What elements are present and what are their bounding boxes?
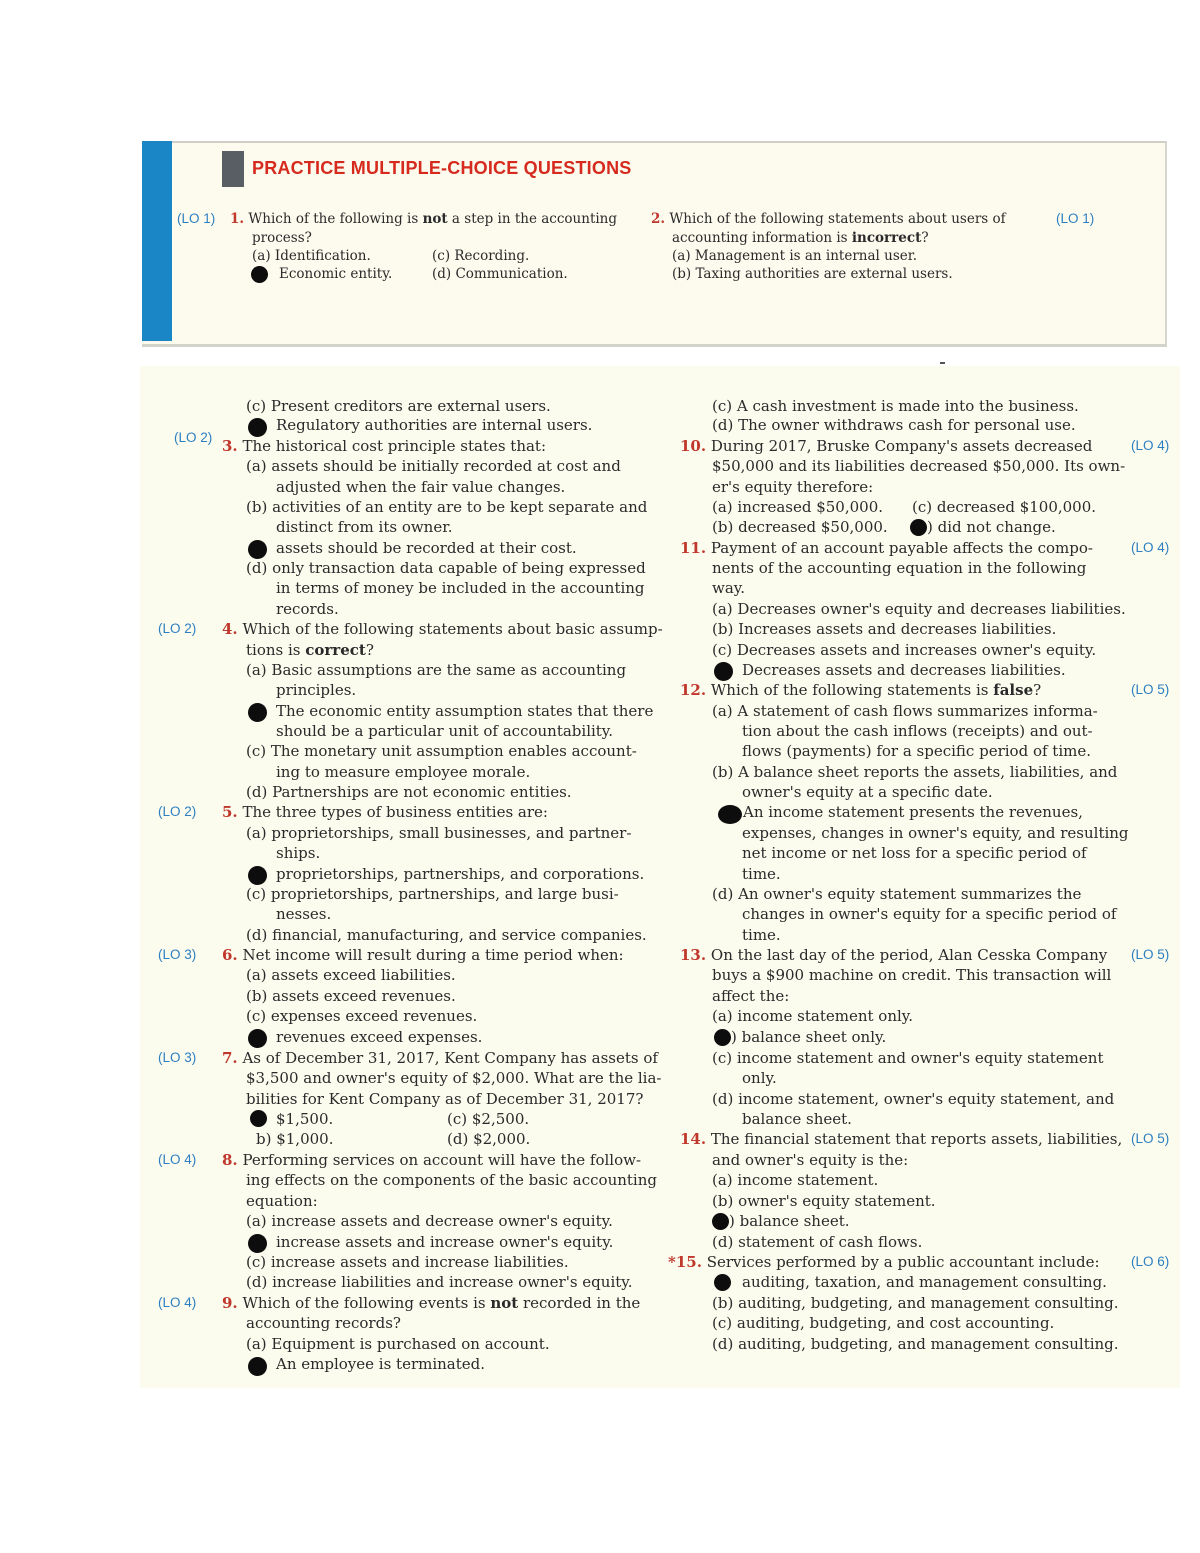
option-3a-cont: adjusted when the fair value changes. [276,478,566,496]
lo-tag-q14: (LO 5) [1131,1131,1170,1146]
option-4c-cont: ing to measure employee morale. [276,763,531,781]
option-5d: (d) financial, manufacturing, and service companies. [246,926,647,944]
option-8d: (d) increase liabilities and increase owner's equity. [246,1273,633,1291]
option-14d: (d) statement of cash flows. [712,1233,923,1251]
question-10-stem [680,436,1092,456]
option-3c: assets should be recorded at their cost. [276,539,577,557]
answer-bubble [251,266,268,283]
option-3b-cont: distinct from its owner. [276,518,453,536]
stem-text: Services performed by a public accountant include: [706,1253,1100,1271]
answer-bubble [718,805,742,824]
stem-text: The financial statement that reports assets, liabilities, [710,1130,1123,1148]
question-14-stem-line2: and owner's equity is the: [712,1151,909,1169]
option-1a: (a) Identification. [252,248,371,264]
option-15b: (b) auditing, budgeting, and management consulting. [712,1294,1119,1312]
question-1-stem-line2: process? [252,230,312,246]
question-8-stem-line2: ing effects on the components of the basic accounting [246,1171,657,1189]
question-number: 3. [222,437,238,455]
answer-bubble [248,1357,267,1376]
option-4a-cont: principles. [276,681,357,699]
answer-bubble [714,1029,731,1046]
question-9-stem-line2: accounting records? [246,1314,401,1332]
option-12c-cont3: time. [742,865,781,883]
option-10b: (b) decreased $50,000. [712,518,888,536]
question-3-stem [222,436,546,456]
question-number: 1. [230,211,245,227]
option-6d: revenues exceed expenses. [276,1028,483,1046]
stem-text: accounting information is [672,230,852,246]
option-5c: (c) proprietorships, partnerships, and large busi- [246,885,619,903]
stem-text: Which of the following events is [242,1294,491,1312]
question-number: 5. [222,803,238,821]
option-15d: (d) auditing, budgeting, and management consulting. [712,1335,1119,1353]
stem-text: Payment of an account payable affects the compo- [710,539,1093,557]
question-4-stem [222,619,663,639]
option-13c-cont: only. [742,1069,777,1087]
option-7b: b) $1,000. [256,1130,334,1148]
option-11d: Decreases assets and decreases liabilities. [742,661,1066,679]
question-7-stem-line2: $3,500 and owner's equity of $2,000. What are the lia- [246,1069,662,1087]
question-13-stem-line3: affect the: [712,987,790,1005]
question-number: 14. [680,1130,707,1148]
lo-tag-q15: (LO 6) [1131,1254,1170,1269]
option-15c: (c) auditing, budgeting, and cost accounting. [712,1314,1055,1332]
option-9d: (d) The owner withdraws cash for personal use. [712,416,1076,434]
option-5b: proprietorships, partnerships, and corporations. [276,865,645,883]
option-14c: ) balance sheet. [729,1212,850,1230]
question-number: 7. [222,1049,238,1067]
divider-mark [940,362,945,364]
question-number: 4. [222,620,238,638]
option-12b: (b) A balance sheet reports the assets, liabilities, and [712,763,1118,781]
lo-tag-q11: (LO 4) [1131,540,1170,555]
option-3d: (d) only transaction data capable of being expressed [246,559,646,577]
question-number: 2. [651,211,666,227]
stem-text: recorded in the [518,1294,641,1312]
answer-bubble [714,662,733,681]
option-5a-cont: ships. [276,844,321,862]
option-12d-cont2: time. [742,926,781,944]
answer-bubble [248,1234,267,1253]
option-1c: (c) Recording. [432,248,530,264]
option-14a: (a) income statement. [712,1171,879,1189]
lo-tag-q3: (LO 2) [174,430,213,445]
question-number: 11. [680,539,707,557]
option-3d-cont: in terms of money be included in the accounting [276,579,645,597]
question-8-stem [222,1150,641,1170]
option-2c: (c) Present creditors are external users. [246,397,551,415]
stem-emphasis: false [993,681,1034,699]
stem-text: ? [365,641,374,659]
lo-tag-q12: (LO 5) [1131,682,1170,697]
option-12a: (a) A statement of cash flows summarizes informa- [712,702,1098,720]
option-7a: $1,500. [276,1110,334,1128]
lo-tag-q13: (LO 5) [1131,947,1170,962]
stem-text: ? [921,230,929,246]
option-4d: (d) Partnerships are not economic entities. [246,783,572,801]
question-8-stem-line3: equation: [246,1192,318,1210]
question-2-stem-line2 [672,228,929,248]
question-5-stem [222,802,548,822]
option-12d-cont: changes in owner's equity for a specific period of [742,905,1117,923]
question-6-stem [222,945,624,965]
option-4a: (a) Basic assumptions are the same as accounting [246,661,627,679]
lo-tag-q2: (LO 1) [1056,211,1095,226]
stem-text: Performing services on account will have the follow- [242,1151,642,1169]
question-number: *15. [668,1253,702,1271]
option-9c: (c) A cash investment is made into the business. [712,397,1079,415]
question-15-stem [668,1252,1100,1272]
answer-bubble [250,1110,267,1127]
option-6c: (c) expenses exceed revenues. [246,1007,478,1025]
question-number: 12. [680,681,707,699]
option-12c: An income statement presents the revenues, [743,803,1083,821]
option-12a-cont: tion about the cash inflows (receipts) and out- [742,722,1093,740]
stem-text: The three types of business entities are: [242,803,548,821]
option-10c: (c) decreased $100,000. [912,498,1097,516]
stem-emphasis: not [422,211,448,227]
option-2a: (a) Management is an internal user. [672,248,917,264]
question-1-stem [230,209,617,229]
option-4b: The economic entity assumption states that there [276,702,654,720]
option-13d-cont: balance sheet. [742,1110,852,1128]
question-13-stem-line2: buys a $900 machine on credit. This transaction will [712,966,1112,984]
option-4b-cont: should be a particular unit of accountability. [276,722,614,740]
option-1b: Economic entity. [279,266,393,282]
lo-tag-q8: (LO 4) [158,1152,197,1167]
answer-bubble [910,519,927,536]
question-number: 8. [222,1151,238,1169]
stem-text: Which of the following statements about users of [669,211,1006,227]
stem-emphasis: not [490,1294,519,1312]
option-10a: (a) increased $50,000. [712,498,884,516]
answer-bubble [248,703,267,722]
option-1d: (d) Communication. [432,266,568,282]
stem-emphasis: incorrect [851,230,922,246]
lo-tag-q7: (LO 3) [158,1050,197,1065]
option-12d: (d) An owner's equity statement summarizes the [712,885,1082,903]
lo-tag-q1: (LO 1) [177,211,216,226]
option-15a: auditing, taxation, and management consulting. [742,1273,1107,1291]
option-11b: (b) Increases assets and decreases liabilities. [712,620,1057,638]
option-11c: (c) Decreases assets and increases owner's equity. [712,641,1097,659]
option-8b: increase assets and increase owner's equity. [276,1233,614,1251]
option-9a: (a) Equipment is purchased on account. [246,1335,550,1353]
option-12c-cont: expenses, changes in owner's equity, and resulting [742,824,1129,842]
question-7-stem [222,1048,658,1068]
option-12b-cont: owner's equity at a specific date. [742,783,993,801]
lo-tag-q10: (LO 4) [1131,438,1170,453]
accent-bar [142,141,172,341]
option-10d: ) did not change. [927,518,1056,536]
stem-text: During 2017, Bruske Company's assets decreased [710,437,1093,455]
answer-bubble [248,418,267,437]
question-number: 13. [680,946,707,964]
stem-text: Which of the following is [248,211,423,227]
lo-tag-q5: (LO 2) [158,804,197,819]
option-5c-cont: nesses. [276,905,332,923]
answer-bubble [248,540,267,559]
question-10-stem-line3: er's equity therefore: [712,478,874,496]
answer-bubble [248,866,267,885]
option-13c: (c) income statement and owner's equity statement [712,1049,1104,1067]
stem-text: As of December 31, 2017, Kent Company has assets of [242,1049,658,1067]
option-2b: (b) Taxing authorities are external users. [672,266,953,282]
question-number: 10. [680,437,707,455]
option-6a: (a) assets exceed liabilities. [246,966,456,984]
option-4c: (c) The monetary unit assumption enables account- [246,742,637,760]
option-11a: (a) Decreases owner's equity and decreases liabilities. [712,600,1126,618]
stem-text: On the last day of the period, Alan Cesska Company [710,946,1108,964]
answer-bubble [712,1213,729,1230]
question-7-stem-line3: bilities for Kent Company as of December 31, 2017? [246,1090,644,1108]
option-12c-cont2: net income or net loss for a specific period of [742,844,1087,862]
option-3b: (b) activities of an entity are to be kept separate and [246,498,648,516]
option-13b: ) balance sheet only. [731,1028,887,1046]
option-9b: An employee is terminated. [276,1355,486,1373]
question-4-stem-line2 [246,640,374,660]
option-8a: (a) increase assets and decrease owner's equity. [246,1212,613,1230]
answer-bubble [248,1029,267,1048]
option-14b: (b) owner's equity statement. [712,1192,936,1210]
question-9-stem [222,1293,640,1313]
stem-text: Which of the following statements is [710,681,994,699]
option-3d-cont2: records. [276,600,339,618]
stem-text: Which of the following statements about basic assump- [242,620,663,638]
answer-bubble [714,1274,731,1291]
question-11-stem-line2: nents of the accounting equation in the following [712,559,1087,577]
option-3a: (a) assets should be initially recorded at cost and [246,457,621,475]
option-2d: Regulatory authorities are internal users. [276,416,593,434]
question-number: 9. [222,1294,238,1312]
heading-marker [222,151,244,187]
question-12-stem [680,680,1041,700]
option-5a: (a) proprietorships, small businesses, and partner- [246,824,632,842]
option-7d: (d) $2,000. [447,1130,531,1148]
question-11-stem [680,538,1093,558]
question-number: 6. [222,946,238,964]
lo-tag-q4: (LO 2) [158,621,197,636]
stem-text: a step in the accounting [447,211,618,227]
lo-tag-q6: (LO 3) [158,947,197,962]
question-13-stem [680,945,1107,965]
question-11-stem-line3: way. [712,579,746,597]
stem-emphasis: correct [305,641,366,659]
option-13d: (d) income statement, owner's equity statement, and [712,1090,1115,1108]
stem-text: ? [1033,681,1042,699]
page-title: PRACTICE MULTIPLE-CHOICE QUESTIONS [252,158,632,178]
stem-text: Net income will result during a time period when: [242,946,624,964]
stem-text: The historical cost principle states that: [242,437,547,455]
option-6b: (b) assets exceed revenues. [246,987,456,1005]
option-12a-cont2: flows (payments) for a specific period of time. [742,742,1091,760]
question-10-stem-line2: $50,000 and its liabilities decreased $50,000. Its own- [712,457,1126,475]
option-8c: (c) increase assets and increase liabilities. [246,1253,569,1271]
stem-text: tions is [246,641,306,659]
option-7c: (c) $2,500. [447,1110,530,1128]
question-2-stem [651,209,1006,229]
option-13a: (a) income statement only. [712,1007,914,1025]
lo-tag-q9: (LO 4) [158,1295,197,1310]
question-14-stem [680,1129,1122,1149]
